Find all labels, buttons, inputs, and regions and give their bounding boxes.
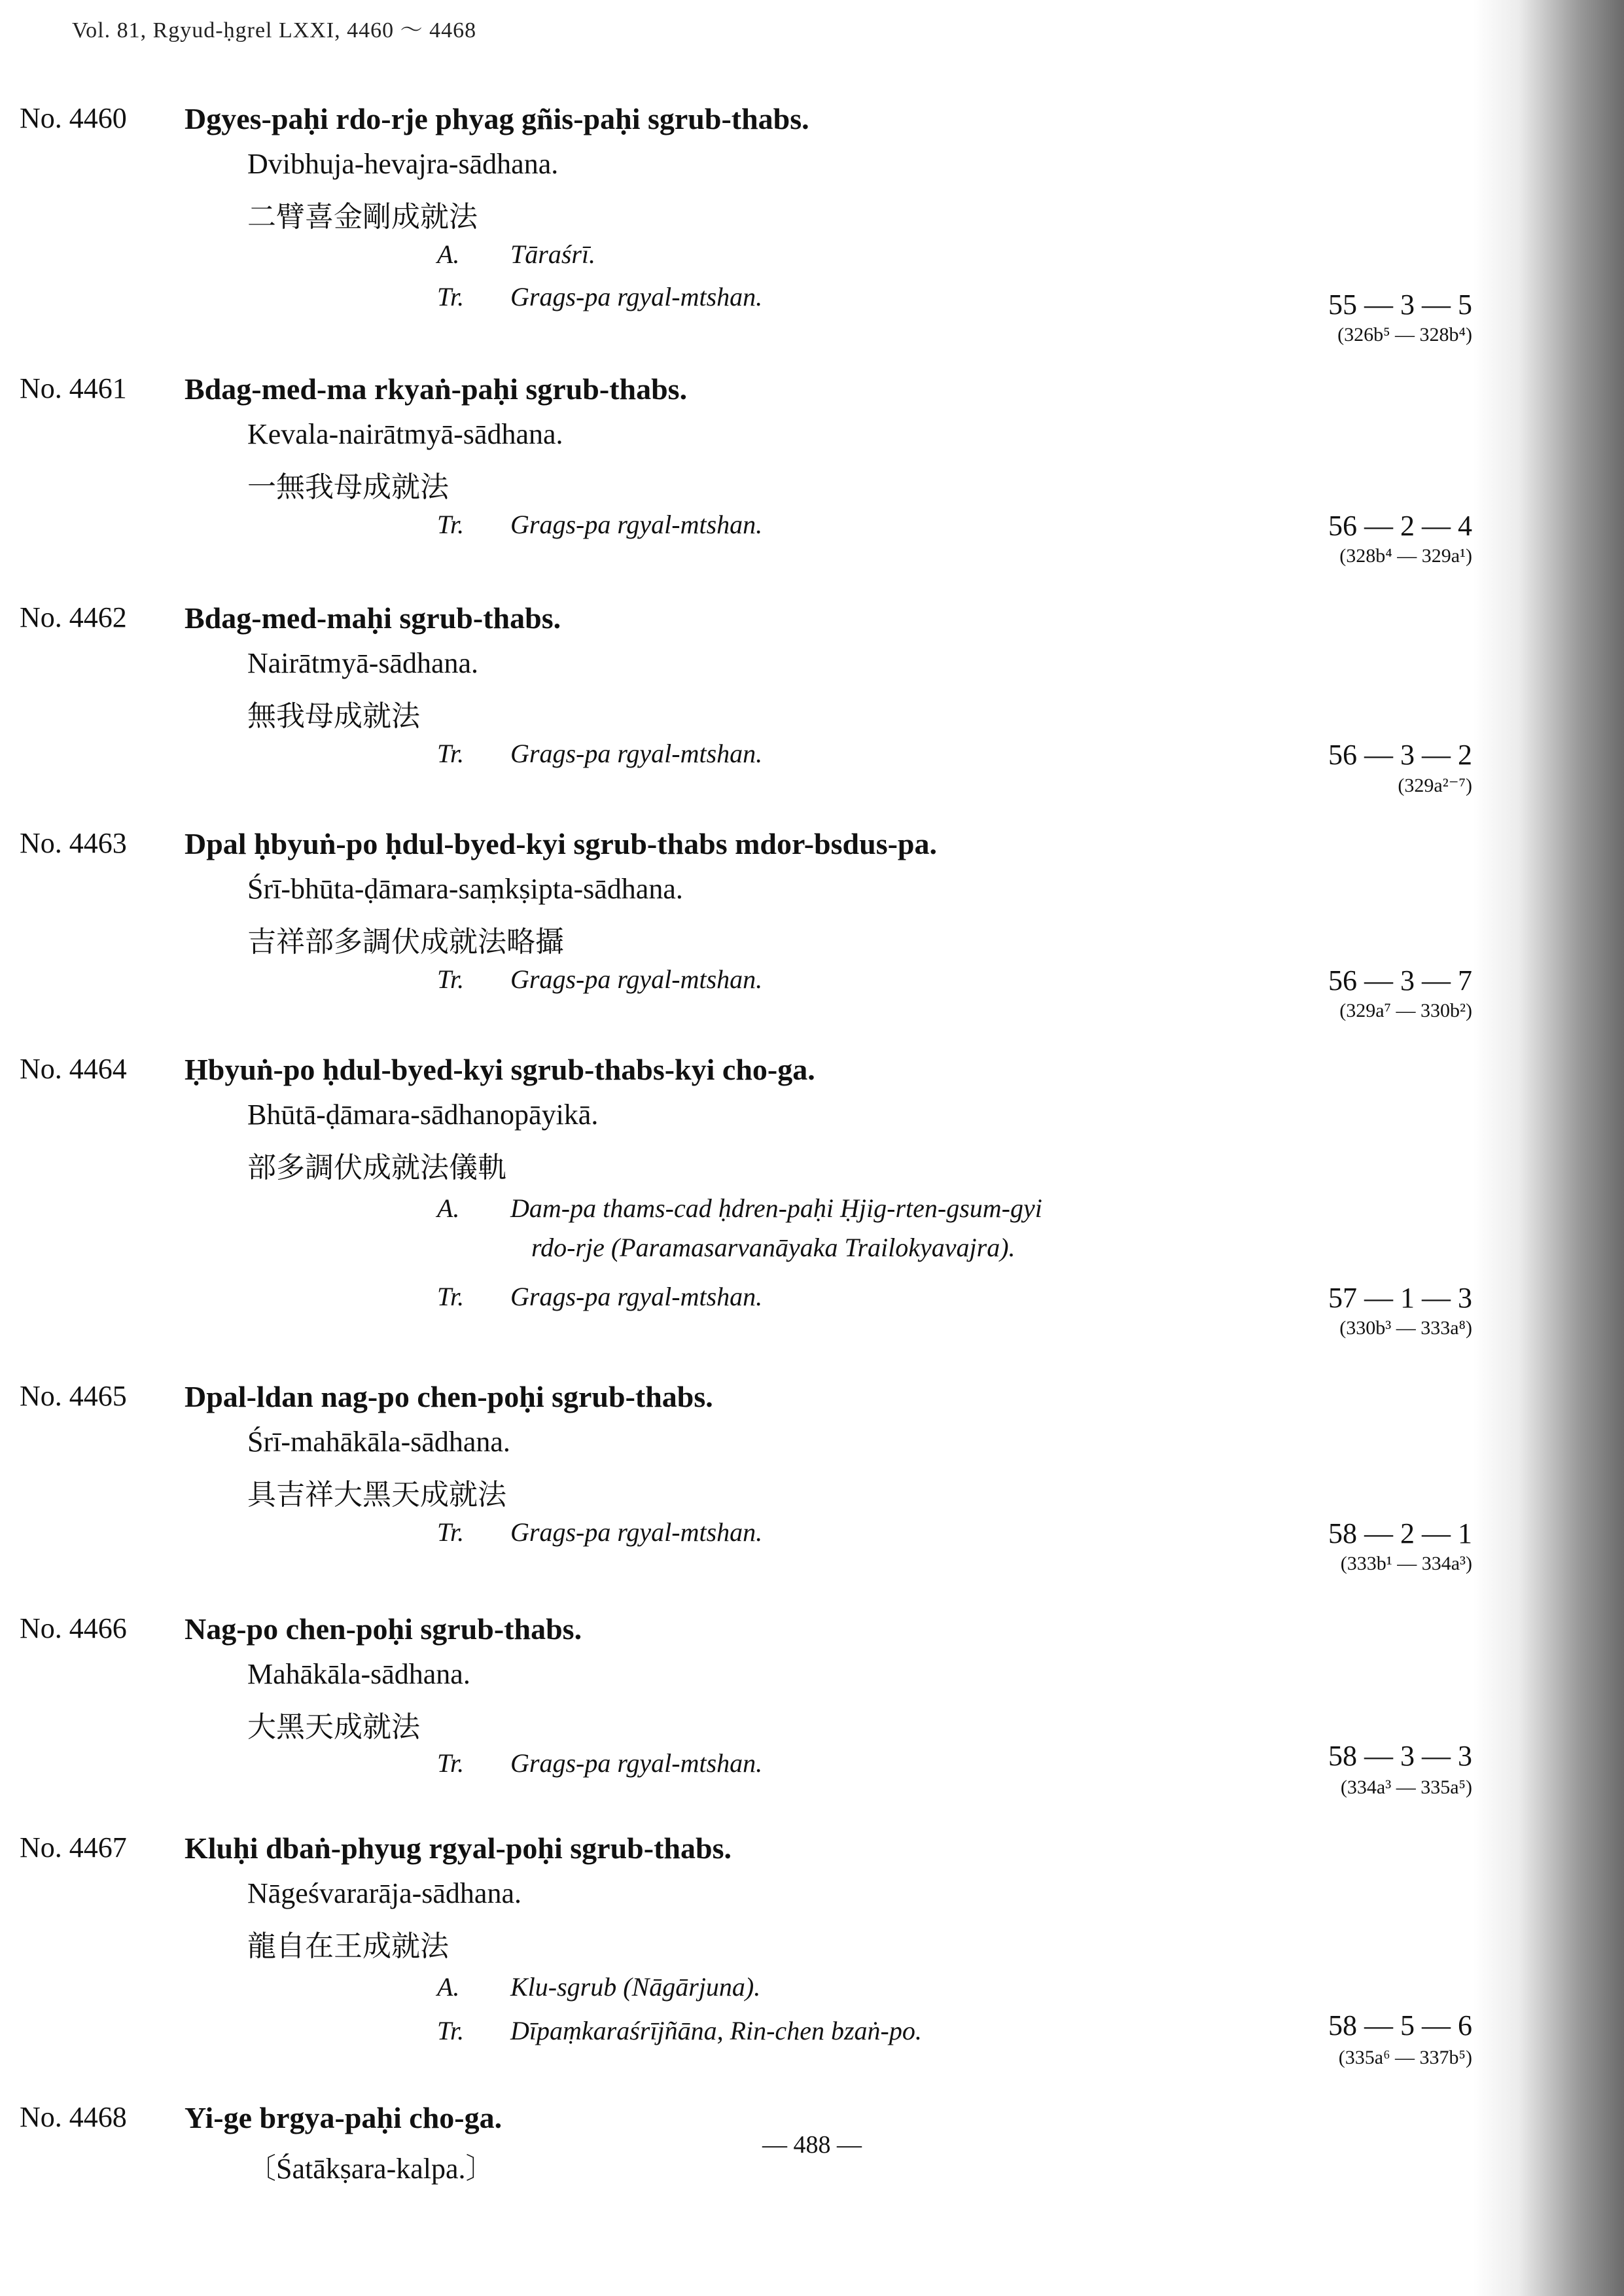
entry-number: No. 4466	[20, 1612, 127, 1644]
translator-name: Grags-pa rgyal-mtshan.	[510, 1282, 763, 1311]
entry-number: No. 4467	[20, 1831, 127, 1863]
entry-number: No. 4462	[20, 601, 127, 633]
entry-title: Kluḥi dbaṅ-phyug rgyal-poḥi sgrub-thabs.	[185, 1831, 732, 1865]
translator-role: Tr.	[437, 2016, 465, 2045]
running-head: Vol. 81, Rgyud-ḥgrel LXXI, 4460 ～ 4468	[72, 18, 477, 43]
author-role: A.	[437, 239, 460, 269]
sanskrit-title: Kevala-nairātmyā-sādhana.	[247, 418, 563, 450]
translator-role: Tr.	[437, 1282, 465, 1311]
sanskrit-title: Nāgeśvararāja-sādhana.	[247, 1877, 521, 1909]
translator-role: Tr.	[437, 1517, 465, 1547]
volume-ref: 58 — 2 — 1	[1328, 1517, 1472, 1549]
chinese-title: 二臂喜金剛成就法	[247, 200, 478, 234]
translator-role: Tr.	[437, 1748, 465, 1778]
sanskrit-title: Bhūtā-ḍāmara-sādhanopāyikā.	[247, 1099, 599, 1131]
page-number: — 488 —	[762, 2131, 862, 2159]
entry-title: Dpal ḥbyuṅ-po ḥdul-byed-kyi sgrub-thabs mdor-bsdus-pa.	[185, 827, 937, 860]
entry-number: No. 4460	[20, 102, 127, 134]
author-name: Klu-sgrub (Nāgārjuna).	[510, 1972, 761, 2002]
entry-number: No. 4468	[20, 2101, 127, 2133]
entry-title: Bdag-med-ma rkyaṅ-paḥi sgrub-thabs.	[185, 372, 688, 406]
folio-ref: (335a⁶ — 337b⁵)	[1338, 2047, 1472, 2068]
entry-title: Nag-po chen-poḥi sgrub-thabs.	[185, 1612, 582, 1646]
folio-ref: (329a²⁻⁷)	[1398, 775, 1472, 796]
entry-title: Ḥbyuṅ-po ḥdul-byed-kyi sgrub-thabs-kyi cho-ga.	[185, 1053, 815, 1086]
translator-name: Grags-pa rgyal-mtshan.	[510, 964, 763, 994]
volume-ref: 56 — 3 — 2	[1328, 739, 1472, 771]
translator-role: Tr.	[437, 282, 465, 311]
sanskrit-title: Dvibhuja-hevajra-sādhana.	[247, 148, 559, 180]
translator-name: Dīpaṃkaraśrījñāna, Rin-chen bzaṅ-po.	[510, 2016, 922, 2045]
entry-title: Yi-ge brgya-paḥi cho-ga.	[185, 2101, 503, 2134]
sanskrit-title: Nairātmyā-sādhana.	[247, 647, 479, 679]
chinese-title: 大黑天成就法	[247, 1710, 420, 1744]
volume-ref: 58 — 5 — 6	[1328, 2009, 1472, 2041]
entry-title: Bdag-med-maḥi sgrub-thabs.	[185, 601, 561, 635]
volume-ref: 58 — 3 — 3	[1328, 1740, 1472, 1772]
chinese-title: 一無我母成就法	[247, 470, 449, 504]
author-name-continued: rdo-rje (Paramasarvanāyaka Trailokyavajra).	[531, 1233, 1015, 1262]
sanskrit-title: Śrī-bhūta-ḍāmara-saṃkṣipta-sādhana.	[247, 873, 683, 905]
translator-role: Tr.	[437, 510, 465, 539]
chinese-title: 無我母成就法	[247, 699, 420, 733]
folio-ref: (334a³ — 335a⁵)	[1340, 1776, 1472, 1798]
folio-ref: (330b³ — 333a⁸)	[1339, 1317, 1472, 1339]
entry-title: Dgyes-paḥi rdo-rje phyag gñis-paḥi sgrub-thabs.	[185, 102, 809, 135]
entry-number: No. 4461	[20, 372, 127, 404]
entry-number: No. 4464	[20, 1053, 127, 1085]
translator-name: Grags-pa rgyal-mtshan.	[510, 1748, 763, 1778]
folio-ref: (326b⁵ — 328b⁴)	[1337, 324, 1472, 345]
translator-role: Tr.	[437, 739, 465, 768]
entry-title: Dpal-ldan nag-po chen-poḥi sgrub-thabs.	[185, 1380, 713, 1413]
sanskrit-title: 〔Śatākṣara-kalpa.〕	[247, 2153, 495, 2185]
volume-ref: 56 — 3 — 7	[1328, 964, 1472, 997]
folio-ref: (328b⁴ — 329a¹)	[1339, 545, 1472, 567]
translator-role: Tr.	[437, 964, 465, 994]
sanskrit-title: Śrī-mahākāla-sādhana.	[247, 1426, 510, 1458]
author-role: A.	[437, 1972, 460, 2002]
sanskrit-title: Mahākāla-sādhana.	[247, 1658, 470, 1690]
chinese-title: 吉祥部多調伏成就法略攝	[247, 925, 564, 959]
translator-name: Grags-pa rgyal-mtshan.	[510, 1517, 763, 1547]
chinese-title: 具吉祥大黑天成就法	[247, 1478, 506, 1511]
scan-edge-shadow	[1474, 0, 1624, 2296]
entry-number: No. 4465	[20, 1380, 127, 1412]
author-role: A.	[437, 1193, 460, 1223]
volume-ref: 55 — 3 — 5	[1328, 289, 1472, 321]
volume-ref: 56 — 2 — 4	[1328, 510, 1472, 542]
author-name: Dam-pa thams-cad ḥdren-paḥi Ḥjig-rten-gsum-gyi	[510, 1193, 1042, 1223]
chinese-title: 龍自在王成就法	[247, 1930, 449, 1963]
volume-ref: 57 — 1 — 3	[1328, 1282, 1472, 1314]
author-name: Tāraśrī.	[510, 239, 596, 269]
translator-name: Grags-pa rgyal-mtshan.	[510, 282, 763, 311]
folio-ref: (329a⁷ — 330b²)	[1339, 1000, 1472, 1021]
entry-number: No. 4463	[20, 827, 127, 859]
folio-ref: (333b¹ — 334a³)	[1340, 1553, 1472, 1574]
chinese-title: 部多調伏成就法儀軌	[247, 1151, 506, 1184]
translator-name: Grags-pa rgyal-mtshan.	[510, 739, 763, 768]
translator-name: Grags-pa rgyal-mtshan.	[510, 510, 763, 539]
